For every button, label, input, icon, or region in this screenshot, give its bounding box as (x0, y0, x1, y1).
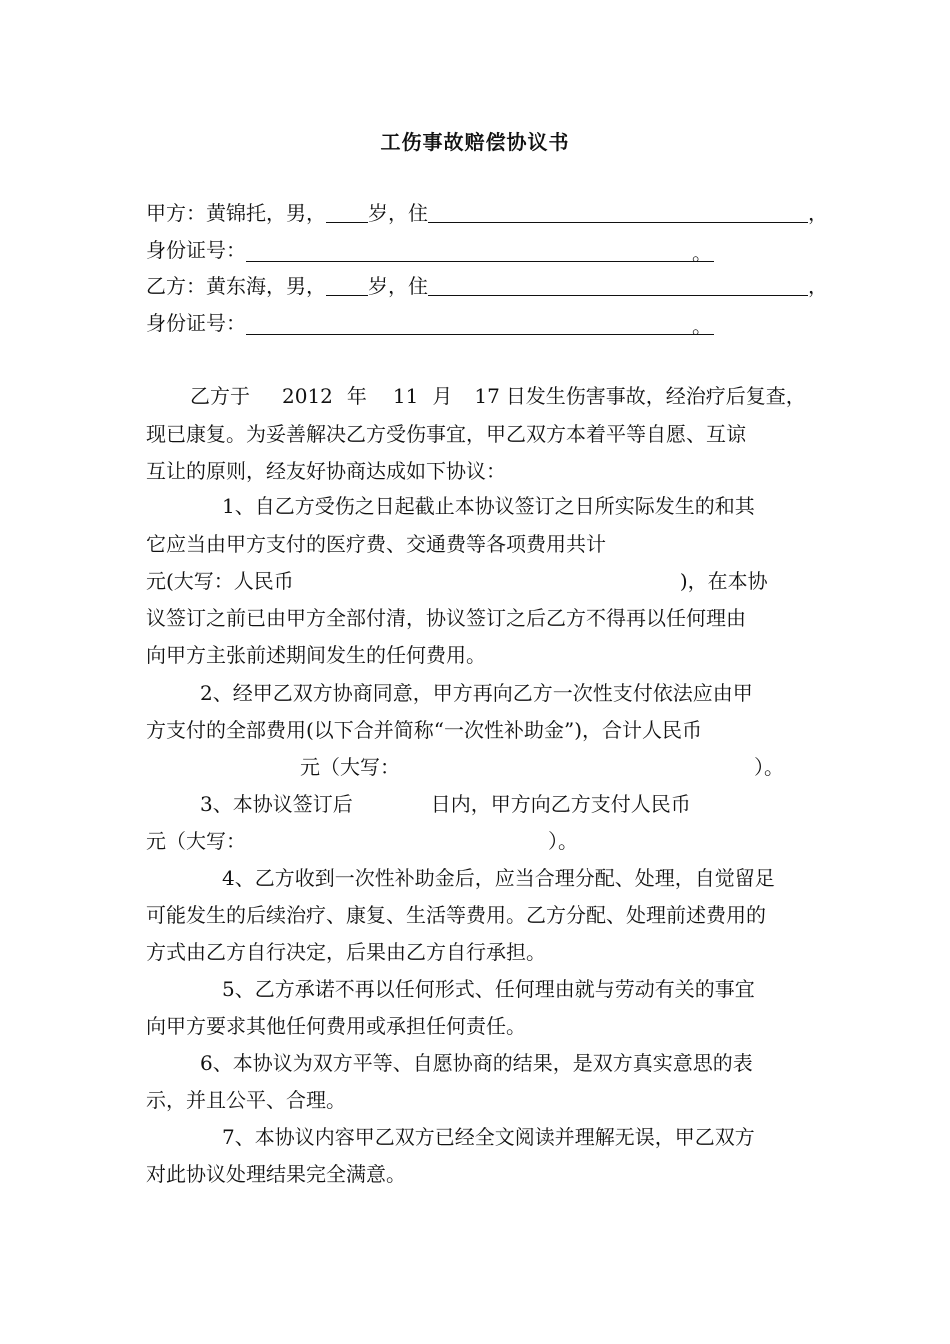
party-b-line-end: ， (808, 274, 828, 298)
intro-text-a: 乙方于 (190, 384, 250, 408)
clause1-line-2: 它应当由甲方支付的医疗费、交通费等各项费用共计 (146, 532, 606, 556)
party-a-id-blank[interactable] (246, 239, 714, 265)
clause2-line-2: 方支付的全部费用(以下合并简称“一次性补助金”)，合计人民币 (146, 718, 703, 742)
clause4-line-3: 方式由乙方自行决定，后果由乙方自行承担。 (146, 940, 546, 964)
party-a-age-blank[interactable] (326, 200, 368, 223)
party-a-id-end: 。 (692, 241, 712, 265)
party-a-id-line (146, 236, 714, 264)
clause2-amount-label: 元（大写： (300, 755, 400, 779)
party-a-line-end: ， (808, 201, 828, 225)
clause1-line-3 (146, 567, 768, 595)
incident-day: 17 (474, 384, 500, 408)
clause1-line-4: 议签订之前已由甲方全部付清，协议签订之后乙方不得再以任何理由 (146, 606, 746, 630)
clause2-amount-end: ）。 (754, 755, 784, 779)
intro-line-1 (190, 382, 806, 410)
month-unit: 月 (432, 384, 453, 408)
clause2-line-3 (300, 753, 784, 781)
party-b-address-blank[interactable] (428, 273, 808, 296)
clause3-amount-label: 元（大写： (146, 829, 246, 853)
clause3-line-1 (200, 790, 691, 818)
clause1-line-1: 1、自乙方受伤之日起截止本协议签订之日所实际发生的和其 (222, 494, 755, 518)
party-b-id-end: 。 (692, 314, 712, 338)
party-b-age-unit: 岁，住 (368, 274, 428, 298)
party-a-age-unit: 岁，住 (368, 201, 428, 225)
party-a-line (146, 199, 828, 227)
clause1-amount-label: 元(大写：人民币 (146, 569, 294, 593)
party-b-id-label: 身份证号： (146, 311, 246, 335)
incident-month: 11 (392, 384, 419, 408)
clause6-line-1: 6、本协议为双方平等、自愿协商的结果，是双方真实意思的表 (200, 1051, 753, 1075)
clause3-amount-end: ）。 (548, 829, 578, 853)
party-a-id-label: 身份证号： (146, 238, 246, 262)
party-a-address-blank[interactable] (428, 200, 808, 223)
clause5-line-2: 向甲方要求其他任何费用或承担任何责任。 (146, 1014, 526, 1038)
clause1-line-5: 向甲方主张前述期间发生的任何费用。 (146, 643, 486, 667)
party-a-label: 甲方：黄锦托，男， (146, 201, 326, 225)
party-b-id-blank[interactable] (246, 312, 714, 338)
intro-line-2: 现已康复。为妥善解决乙方受伤事宜，甲乙双方本着平等自愿、互谅 (146, 422, 746, 446)
clause4-line-2: 可能发生的后续治疗、康复、生活等费用。乙方分配、处理前述费用的 (146, 903, 766, 927)
clause5-line-1: 5、乙方承诺不再以任何形式、任何理由就与劳动有关的事宜 (222, 977, 755, 1001)
clause7-line-1: 7、本协议内容甲乙双方已经全文阅读并理解无误，甲乙双方 (222, 1125, 755, 1149)
party-b-label: 乙方：黄东海，男， (146, 274, 326, 298)
document-title: 工伤事故赔偿协议书 (380, 130, 570, 154)
clause7-line-2: 对此协议处理结果完全满意。 (146, 1162, 406, 1186)
clause1-amount-end: )，在本协 (679, 569, 768, 593)
party-b-age-blank[interactable] (326, 273, 368, 296)
incident-year: 2012 (282, 384, 333, 408)
clause4-line-1: 4、乙方收到一次性补助金后，应当合理分配、处理，自觉留足 (222, 866, 775, 890)
intro-text-b: 日发生伤害事故，经治疗后复查， (505, 384, 806, 408)
party-b-line (146, 272, 828, 300)
party-b-id-line (146, 309, 714, 337)
clause2-line-1: 2、经甲乙双方协商同意，甲方再向乙方一次性支付依法应由甲 (200, 681, 753, 705)
intro-line-3: 互让的原则，经友好协商达成如下协议： (146, 459, 506, 483)
clause3-days-label: 3、本协议签订后 (200, 792, 353, 816)
clause6-line-2: 示，并且公平、合理。 (146, 1088, 346, 1112)
year-unit: 年 (346, 384, 367, 408)
clause3-payment-text: 日内，甲方向乙方支付人民币 (430, 792, 691, 816)
clause3-line-2 (146, 827, 578, 855)
